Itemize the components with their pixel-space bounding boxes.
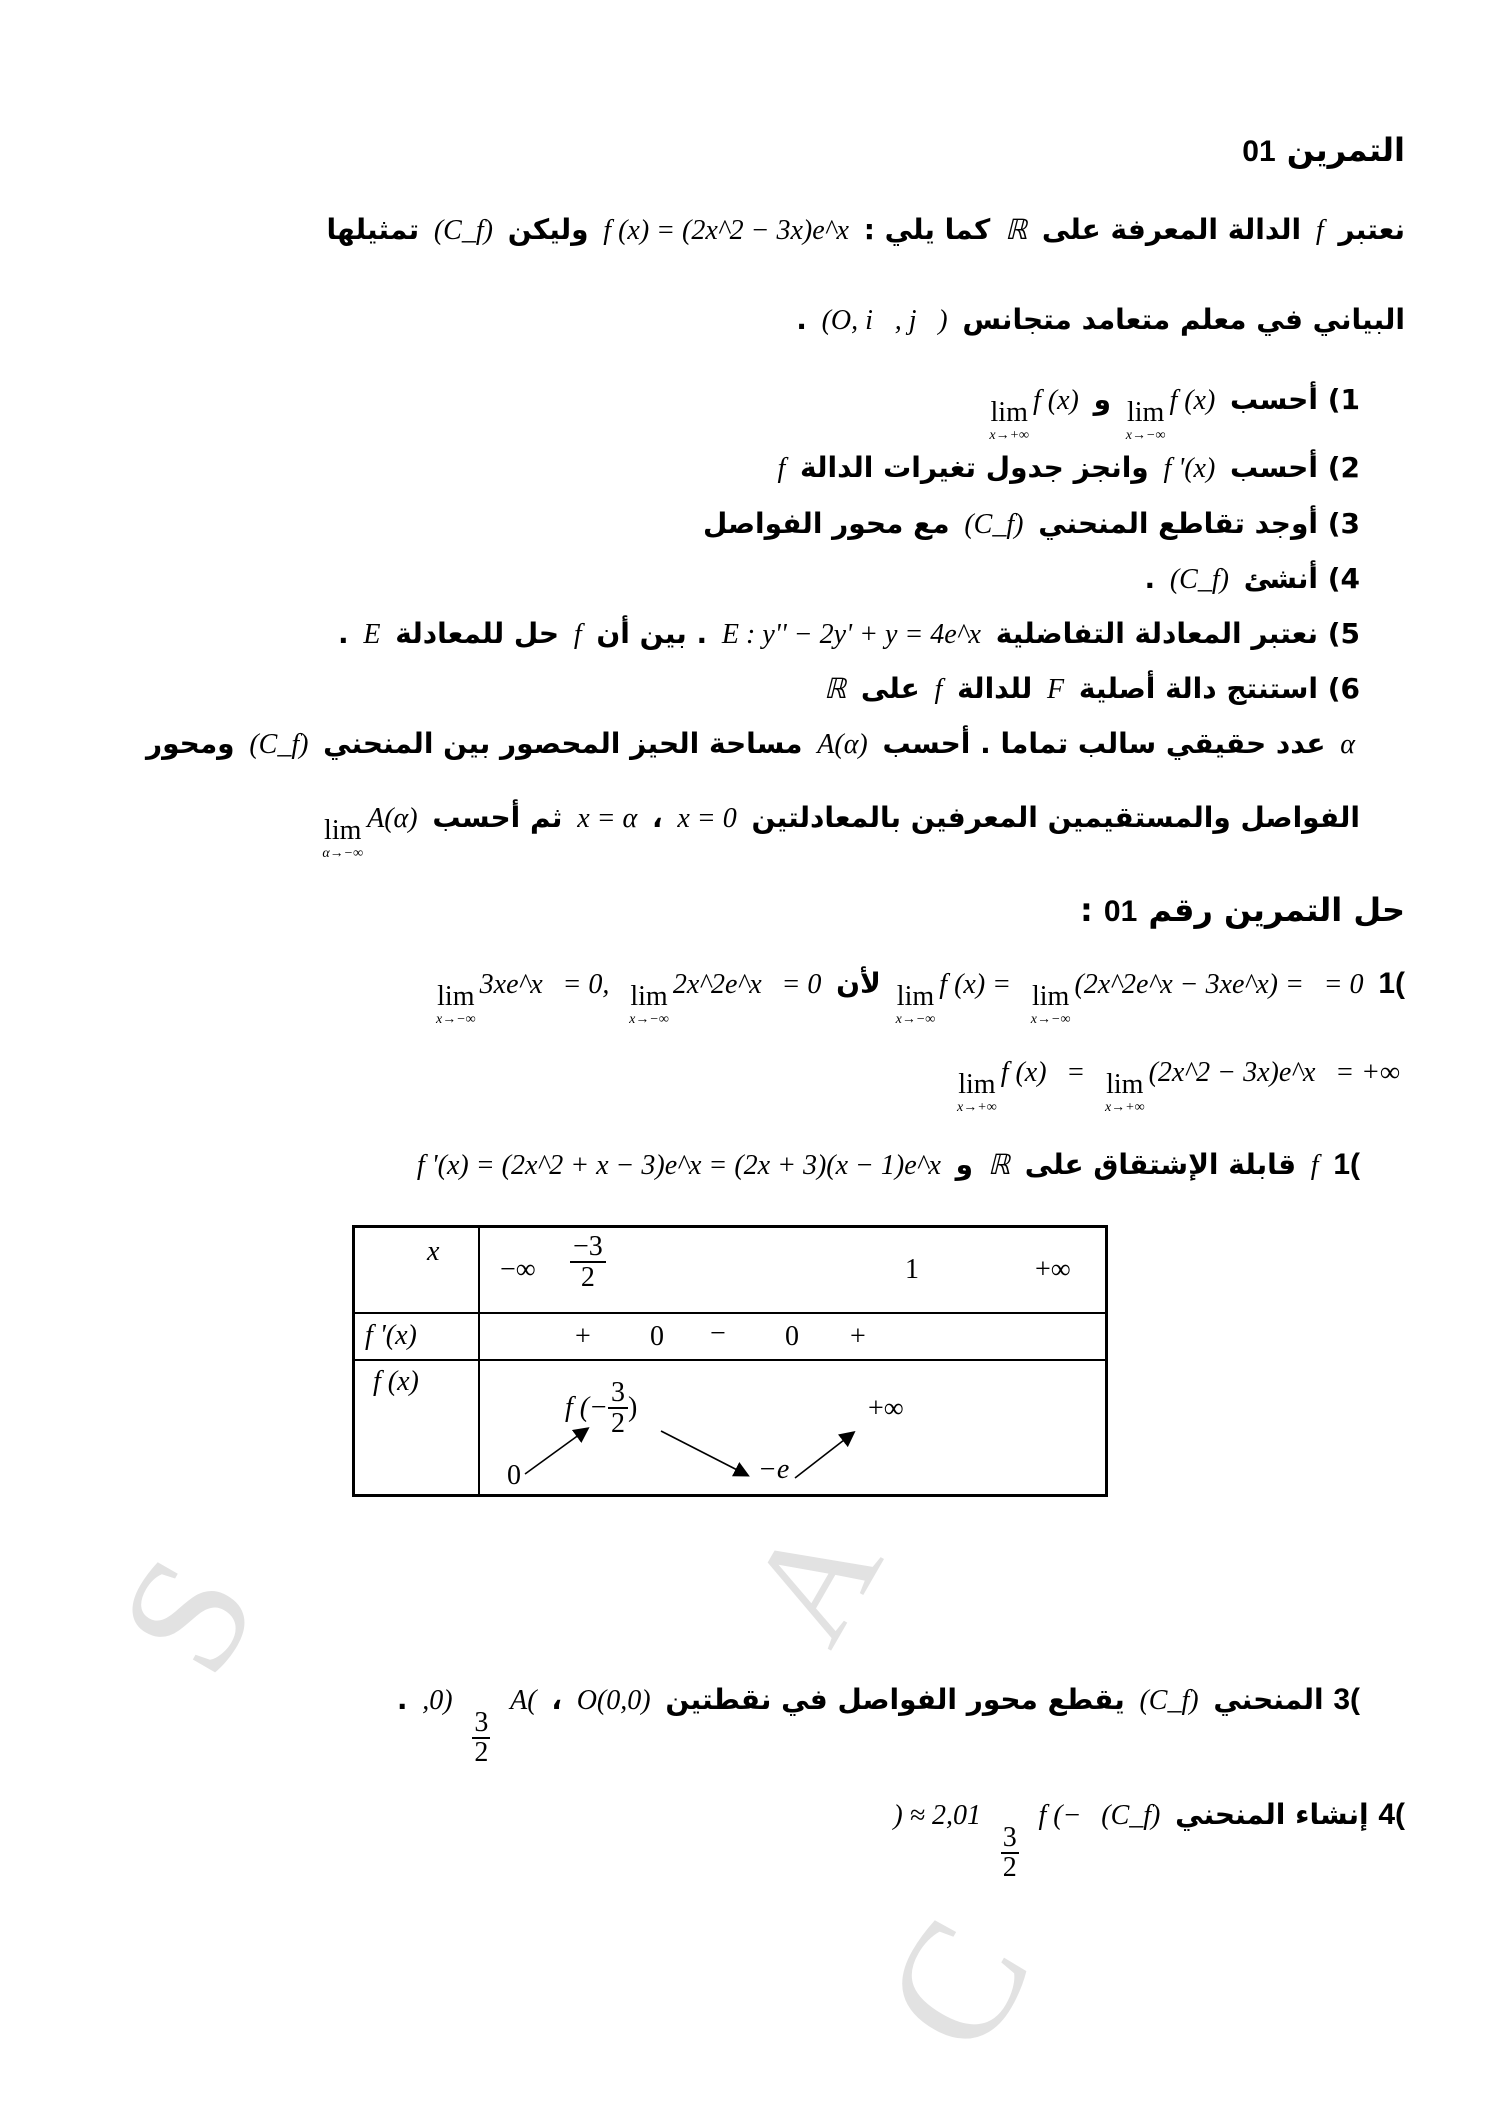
fraction bbox=[1001, 1794, 1019, 1882]
math-expression: f bbox=[573, 619, 582, 650]
text-segment: للدالة bbox=[957, 672, 1033, 705]
text-segment: حل للمعادلة bbox=[395, 617, 560, 650]
lim-operator: lim bbox=[437, 981, 475, 1012]
text-segment: 4) أنشئ bbox=[1243, 562, 1360, 595]
text-segment: 3) أوجد تقاطع المنحني bbox=[1038, 507, 1360, 540]
variation-arrows bbox=[355, 1228, 1105, 1494]
text-segment: البياني في معلم متعامد متجانس bbox=[962, 303, 1405, 336]
math-expression: f bbox=[1315, 215, 1324, 246]
text-segment: و bbox=[1093, 383, 1112, 416]
fprime-zero: 0 bbox=[785, 1321, 799, 1352]
numerator: 3 bbox=[608, 1378, 628, 1409]
math-expression: A(α) bbox=[817, 729, 868, 760]
solution-1-line2 bbox=[952, 1050, 1405, 1115]
f-min-value: −e bbox=[758, 1454, 790, 1485]
text-segment: حل التمرين رقم bbox=[1148, 891, 1405, 929]
limit-expression bbox=[436, 963, 543, 1027]
solution-3 bbox=[397, 1678, 1360, 1767]
text-segment: التمرين bbox=[1286, 131, 1405, 169]
limit-body: 3xe^x bbox=[479, 969, 543, 1000]
text-segment: مساحة الحيز المحصور بين المنحني bbox=[323, 727, 803, 760]
solution-1-line1 bbox=[431, 962, 1405, 1027]
math-expression: f '(x) = (2x^2 + x − 3)e^x = (2x + 3)(x − 1)e^x bbox=[416, 1150, 941, 1181]
limit-body: f (x) = bbox=[939, 969, 1012, 1000]
limit-body: (2x^2e^x − 3xe^x) = bbox=[1074, 969, 1304, 1000]
math-expression: f bbox=[1310, 1150, 1319, 1181]
lim-operator: lim bbox=[1126, 397, 1165, 428]
limit-expression bbox=[896, 963, 1011, 1027]
math-expression: (C_f) bbox=[964, 509, 1024, 540]
decreasing-arrow bbox=[661, 1431, 747, 1475]
f-max-prefix: f (− bbox=[565, 1392, 608, 1424]
text-segment: الفواصل والمستقيمين المعرفين بالمعادلتين bbox=[751, 801, 1360, 834]
question-7-line2 bbox=[317, 796, 1360, 861]
watermark-letter-a: A bbox=[715, 1491, 914, 1669]
question-3 bbox=[703, 502, 1360, 547]
lim-operator: lim bbox=[1031, 981, 1070, 1012]
lim-subscript: x→−∞ bbox=[629, 1012, 669, 1027]
lim-subscript: α→−∞ bbox=[322, 846, 364, 861]
limit-body: f (x) bbox=[1169, 385, 1216, 416]
denominator: 2 bbox=[580, 1262, 595, 1294]
text-segment: قابلة الإشتقاق على bbox=[1024, 1148, 1297, 1181]
math-expression: (O, i⃗, j⃗) bbox=[821, 305, 948, 336]
limit-expression bbox=[989, 379, 1079, 443]
x-value: 1 bbox=[905, 1254, 919, 1285]
math-expression: f '(x) bbox=[1163, 453, 1216, 484]
text-segment: كما يلي : bbox=[863, 213, 991, 246]
math-expression: A( bbox=[510, 1685, 537, 1716]
denominator: 2 bbox=[474, 1737, 489, 1768]
lim-subscript: x→−∞ bbox=[1030, 1012, 1071, 1027]
math-expression: = bbox=[1066, 1057, 1086, 1088]
text-segment: . bbox=[338, 617, 349, 650]
text-segment: يقطع محور الفواصل في نقطتين bbox=[665, 1683, 1125, 1716]
denominator: 2 bbox=[1002, 1852, 1017, 1883]
text-segment: : bbox=[1079, 891, 1093, 929]
numerator: 3 bbox=[474, 1707, 489, 1738]
text-segment: 6) استنتج دالة أصلية bbox=[1078, 672, 1360, 705]
text-segment: . بين أن bbox=[596, 617, 708, 650]
text-segment: وليكن bbox=[507, 213, 589, 246]
watermark-letter-s: S bbox=[82, 1527, 293, 1703]
text-segment: 5) نعتبر المعادلة التفاضلية bbox=[995, 617, 1360, 650]
question-7-line1 bbox=[146, 722, 1360, 767]
lim-subscript: x→+∞ bbox=[957, 1100, 997, 1115]
math-expression: F bbox=[1047, 674, 1065, 705]
question-1 bbox=[984, 378, 1360, 443]
math-expression: f bbox=[934, 674, 943, 705]
number-label: 01 bbox=[1103, 895, 1138, 928]
f-start-value: 0 bbox=[507, 1460, 521, 1491]
text-segment: مع محور الفواصل bbox=[702, 507, 950, 540]
math-expression: E : y'' − 2y' + y = 4e^x bbox=[721, 619, 981, 650]
question-2 bbox=[772, 446, 1360, 491]
math-expression: (C_f) bbox=[249, 729, 309, 760]
number-label: 4( bbox=[1378, 1798, 1405, 1831]
lim-operator: lim bbox=[630, 981, 668, 1012]
text-segment: نعتبر bbox=[1338, 213, 1405, 246]
math-expression: (C_f) bbox=[1169, 564, 1229, 595]
lim-subscript: x→−∞ bbox=[1125, 428, 1166, 443]
fprime-sign: − bbox=[710, 1318, 726, 1349]
numerator: 3 bbox=[1002, 1822, 1017, 1853]
x-value: −∞ bbox=[500, 1254, 536, 1285]
lim-operator: lim bbox=[958, 1069, 996, 1100]
lim-subscript: x→+∞ bbox=[1104, 1100, 1145, 1115]
number-label: 1( bbox=[1378, 967, 1405, 1000]
text-segment: ، bbox=[551, 1683, 562, 1716]
number-label: 1( bbox=[1333, 1148, 1360, 1181]
limit-expression bbox=[1105, 1051, 1316, 1115]
math-expression: = +∞ bbox=[1335, 1057, 1400, 1088]
math-expression: x = α bbox=[577, 803, 638, 834]
denominator: 2 bbox=[611, 1408, 625, 1440]
lim-operator: lim bbox=[324, 815, 362, 846]
lim-subscript: x→−∞ bbox=[435, 1012, 476, 1027]
variation-table bbox=[352, 1225, 1108, 1497]
text-segment: 1) أحسب bbox=[1230, 383, 1360, 416]
math-expression: ℝ bbox=[987, 1150, 1011, 1181]
exercise-title bbox=[1242, 128, 1405, 174]
text-segment: وانجز جدول تغيرات الدالة bbox=[800, 451, 1149, 484]
math-expression: α bbox=[1340, 729, 1355, 760]
text-segment: عدد حقيقي سالب تماما . أحسب bbox=[882, 727, 1326, 760]
math-expression: f (− bbox=[1038, 1800, 1082, 1831]
math-expression: ) ≈ 2,01 bbox=[893, 1800, 982, 1831]
question-5 bbox=[338, 612, 1360, 657]
question-4 bbox=[1144, 557, 1360, 602]
text-segment: لأن bbox=[836, 967, 881, 1000]
fprime-sign: + bbox=[850, 1321, 866, 1352]
increasing-arrow bbox=[795, 1433, 853, 1478]
x-label: x bbox=[427, 1236, 440, 1267]
solution-2 bbox=[412, 1143, 1360, 1188]
math-expression: = 0 bbox=[781, 969, 822, 1000]
limit-body: f (x) bbox=[1033, 385, 1079, 416]
exercise-intro-line1 bbox=[327, 208, 1405, 253]
text-segment: إنشاء المنحني bbox=[1175, 1798, 1369, 1831]
limit-body: A(α) bbox=[367, 803, 418, 834]
watermark-letter-c: C bbox=[846, 1888, 1067, 2082]
exercise-intro-line2 bbox=[796, 298, 1405, 343]
question-6 bbox=[819, 667, 1360, 712]
f-label: f (x) bbox=[373, 1366, 419, 1397]
text-segment: و bbox=[955, 1148, 974, 1181]
text-segment: ، bbox=[651, 801, 663, 834]
lim-operator: lim bbox=[896, 981, 935, 1012]
fprime-sign: + bbox=[575, 1321, 591, 1352]
fraction bbox=[472, 1679, 490, 1767]
math-expression: ,0) bbox=[422, 1685, 453, 1716]
lim-subscript: x→+∞ bbox=[989, 428, 1030, 443]
limit-expression bbox=[1031, 963, 1304, 1027]
text-segment: . bbox=[1144, 562, 1156, 595]
text-segment: على bbox=[860, 672, 920, 705]
limit-body: f (x) bbox=[1000, 1057, 1047, 1088]
numerator: −3 bbox=[570, 1232, 606, 1263]
x-value: +∞ bbox=[1035, 1254, 1071, 1285]
limit-expression bbox=[322, 797, 417, 861]
math-expression: = 0 bbox=[1323, 969, 1364, 1000]
fprime-zero: 0 bbox=[650, 1321, 664, 1352]
math-expression: x = 0 bbox=[677, 803, 737, 834]
limit-expression bbox=[629, 963, 762, 1027]
text-segment: . bbox=[396, 1683, 408, 1716]
solution-4 bbox=[888, 1793, 1405, 1882]
fprime-label: f '(x) bbox=[365, 1320, 417, 1351]
lim-operator: lim bbox=[1106, 1069, 1144, 1100]
text-segment: المنحني bbox=[1213, 1683, 1324, 1716]
limit-expression bbox=[1126, 379, 1216, 443]
number-label: 3( bbox=[1333, 1683, 1360, 1716]
limit-body: (2x^2 − 3x)e^x bbox=[1148, 1057, 1316, 1088]
math-expression: (C_f) bbox=[1101, 1800, 1161, 1831]
math-expression: O(0,0) bbox=[576, 1685, 651, 1716]
limit-body: 2x^2e^x bbox=[672, 969, 762, 1000]
solution-title bbox=[1080, 888, 1405, 934]
math-expression: ℝ bbox=[1004, 215, 1028, 246]
increasing-arrow bbox=[525, 1429, 587, 1474]
limit-expression bbox=[957, 1051, 1047, 1115]
lim-subscript: x→−∞ bbox=[895, 1012, 936, 1027]
math-expression: = 0, bbox=[562, 969, 610, 1000]
text-segment: تمثيلها bbox=[326, 213, 420, 246]
f-end-value: +∞ bbox=[868, 1393, 904, 1424]
text-segment: 2) أحسب bbox=[1230, 451, 1360, 484]
lim-operator: lim bbox=[990, 397, 1028, 428]
text-segment: ومحور bbox=[145, 727, 235, 760]
math-expression: E bbox=[363, 619, 381, 650]
text-segment: ثم أحسب bbox=[432, 801, 563, 834]
f-max-suffix: ) bbox=[628, 1392, 638, 1424]
number-label: 01 bbox=[1242, 135, 1276, 168]
text-segment: الدالة المعرفة على bbox=[1041, 213, 1302, 246]
math-expression: f bbox=[777, 453, 786, 484]
math-expression: f (x) = (2x^2 − 3x)e^x bbox=[603, 215, 849, 246]
math-expression: (C_f) bbox=[1139, 1685, 1199, 1716]
text-segment: . bbox=[796, 303, 807, 336]
math-expression: ℝ bbox=[823, 674, 847, 705]
math-expression: (C_f) bbox=[433, 215, 493, 246]
